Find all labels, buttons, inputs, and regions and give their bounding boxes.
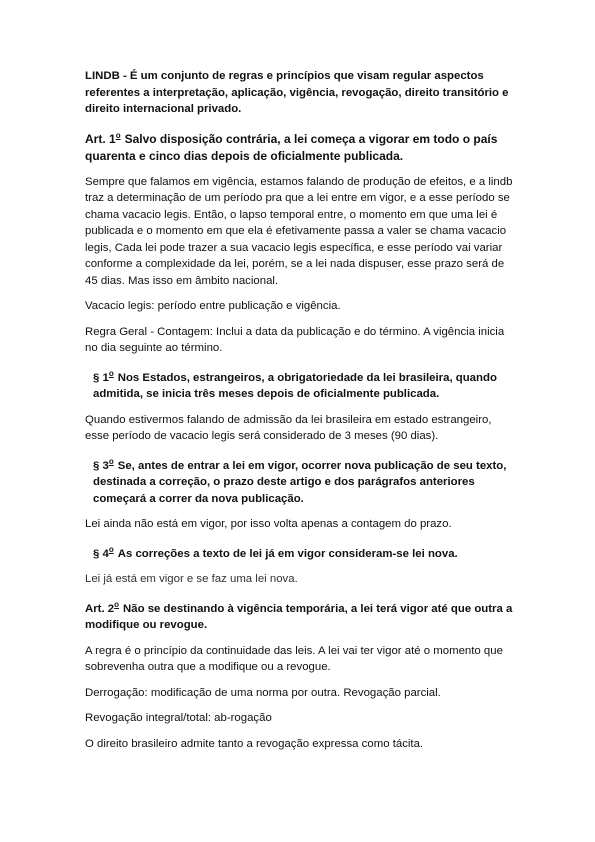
admite-paragraph: O direito brasileiro admite tanto a revogação expressa como tácita. <box>85 737 424 750</box>
article-1-ordinal: o <box>115 130 121 140</box>
revogacao-paragraph: Revogação integral/total: ab-rogação <box>85 712 272 724</box>
document-page <box>85 68 517 761</box>
vacacio-paragraph: Vacacio legis: período entre publicação e vigência. <box>85 300 341 312</box>
paragraph-1-label: § 1 <box>93 371 109 384</box>
admissao-paragraph: Quando estivermos falando de admissão da lei brasileira em estado estrangeiro, esse período de vacacio legis será considerado de 3 meses (90 dias). <box>85 413 492 442</box>
vigencia-paragraph: Sempre que falamos em vigência, estamos falando de produção de efeitos, e a lindb traz a determinação de um período pra que a lei entre em vigor, e a esse período se chama vacacio legis. Então, o lapso temporal entre, o momento em que uma lei é publicada e o momento em que ela é efetivamente passa a valer se chama vacacio legis, Cada lei pode trazer a sua vacacio legis específica, e esse período vai variar conforme a complexidade da lei, porém, se a lei nada dispuser, esse prazo será de 45 dias. Mas isso em âmbito nacional. <box>85 175 513 287</box>
paragraph-3-text: Se, antes de entrar a lei em vigor, ocorrer nova publicação de seu texto, destinada a correção, o prazo deste artigo e dos parágrafos anteriores começará a correr da nova publicação. <box>93 459 507 505</box>
intro-paragraph: LINDB - É um conjunto de regras e princípios que visam regular aspectos referentes a interpretação, aplicação, vigência, revogação, direito transitório e direito internacional privado. <box>85 70 509 115</box>
paragraph-4-ordinal: o <box>108 544 114 554</box>
article-2 <box>85 597 517 634</box>
paragraph-4-label: § 4 <box>93 547 109 560</box>
article-2-label: Art. 2 <box>85 602 115 615</box>
paragraph-1 <box>85 366 517 403</box>
article-1 <box>85 127 517 165</box>
paragraph-4 <box>85 542 517 563</box>
paragraph-3-label: § 3 <box>93 459 109 472</box>
nao-vigor-paragraph: Lei ainda não está em vigor, por isso volta apenas a contagem do prazo. <box>85 518 452 530</box>
ja-vigor-paragraph: Lei já está em vigor e se faz uma lei nova. <box>85 573 298 585</box>
article-1-text: Salvo disposição contrária, a lei começa a vigorar em todo o país quarenta e cinco dias depois de oficialmente publicada. <box>85 131 498 163</box>
paragraph-3-ordinal: o <box>108 456 114 466</box>
article-2-text: Não se destinando à vigência temporária, a lei terá vigor até que outra a modifique ou revogue. <box>85 602 513 631</box>
paragraph-1-text: Nos Estados, estrangeiros, a obrigatoriedade da lei brasileira, quando admitida, se inicia três meses depois de oficialmente publicada. <box>93 371 497 400</box>
paragraph-1-ordinal: o <box>108 368 114 378</box>
continuidade-paragraph: A regra é o princípio da continuidade das leis. A lei vai ter vigor até o momento que sobrevenha outra que a modifique ou a revogue. <box>85 644 503 673</box>
article-2-ordinal: o <box>114 599 120 609</box>
derrogacao-paragraph: Derrogação: modificação de uma norma por outra. Revogação parcial. <box>85 686 441 699</box>
regra-geral-paragraph: Regra Geral - Contagem: Inclui a data da publicação e do término. A vigência inicia no dia seguinte ao término. <box>85 325 505 354</box>
paragraph-3 <box>85 454 517 508</box>
paragraph-4-text: As correções a texto de lei já em vigor consideram-se lei nova. <box>117 547 458 560</box>
article-1-label: Art. 1 <box>85 131 116 146</box>
